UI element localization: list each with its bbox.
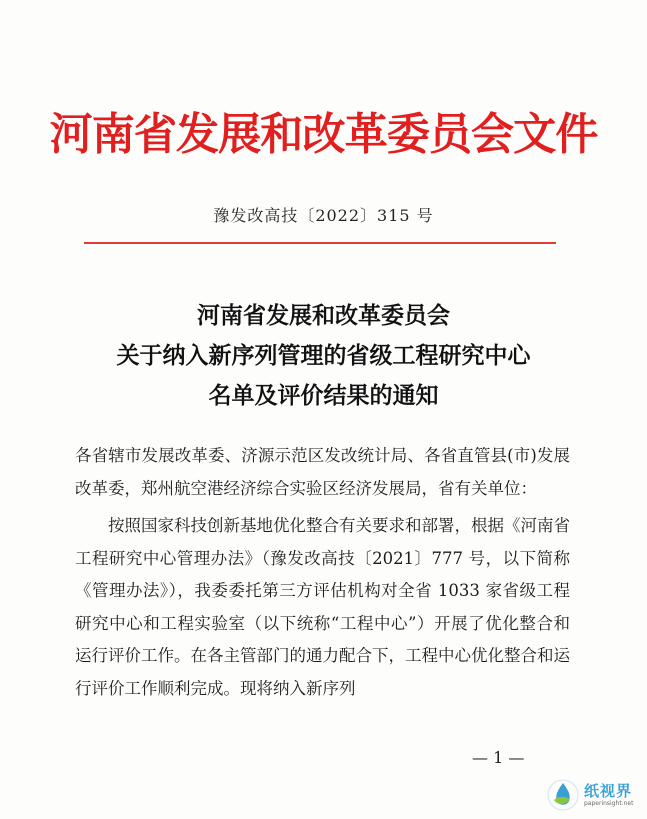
red-divider-line <box>84 242 556 244</box>
notice-title-line-3: 名单及评价结果的通知 <box>208 382 439 409</box>
body-paragraph-1: 按照国家科技创新基地优化整合有关要求和部署，根据《河南省工程研究中心管理办法》（豫发改高技〔2021〕777 号，以下简称《管理办法》），我委委托第三方评估机构对全省 1033 家省级工程研究中心和工程实验室（以下统称“工程中心”）开展了优化整合和运行评价工作。在各主管部门的通力配合下，工程中心优化整合和运行评价工作顺利完成。现将纳入新序列 <box>75 516 570 698</box>
watermark-name: 纸视界 <box>584 781 633 800</box>
document-header-title: 河南省发展和改革委员会文件 <box>49 109 598 160</box>
page-number: — 1 — <box>472 748 525 767</box>
watermark-url: paperinsight.net <box>584 799 634 807</box>
notice-title-line-2: 关于纳入新序列管理的省级工程研究中心 <box>116 342 531 369</box>
notice-title <box>0 296 647 416</box>
document-number: 豫发改高技〔2022〕315 号 <box>213 206 434 225</box>
watermark-logo <box>546 776 642 814</box>
notice-title-line-1: 河南省发展和改革委员会 <box>197 302 450 329</box>
body-text <box>75 440 570 705</box>
addressee-paragraph: 各省辖市发展改革委、济源示范区发改统计局、各省直管县(市)发展改革委，郑州航空港经济综合实验区经济发展局，省有关单位： <box>75 446 570 498</box>
leaf-drop-icon <box>546 778 580 812</box>
